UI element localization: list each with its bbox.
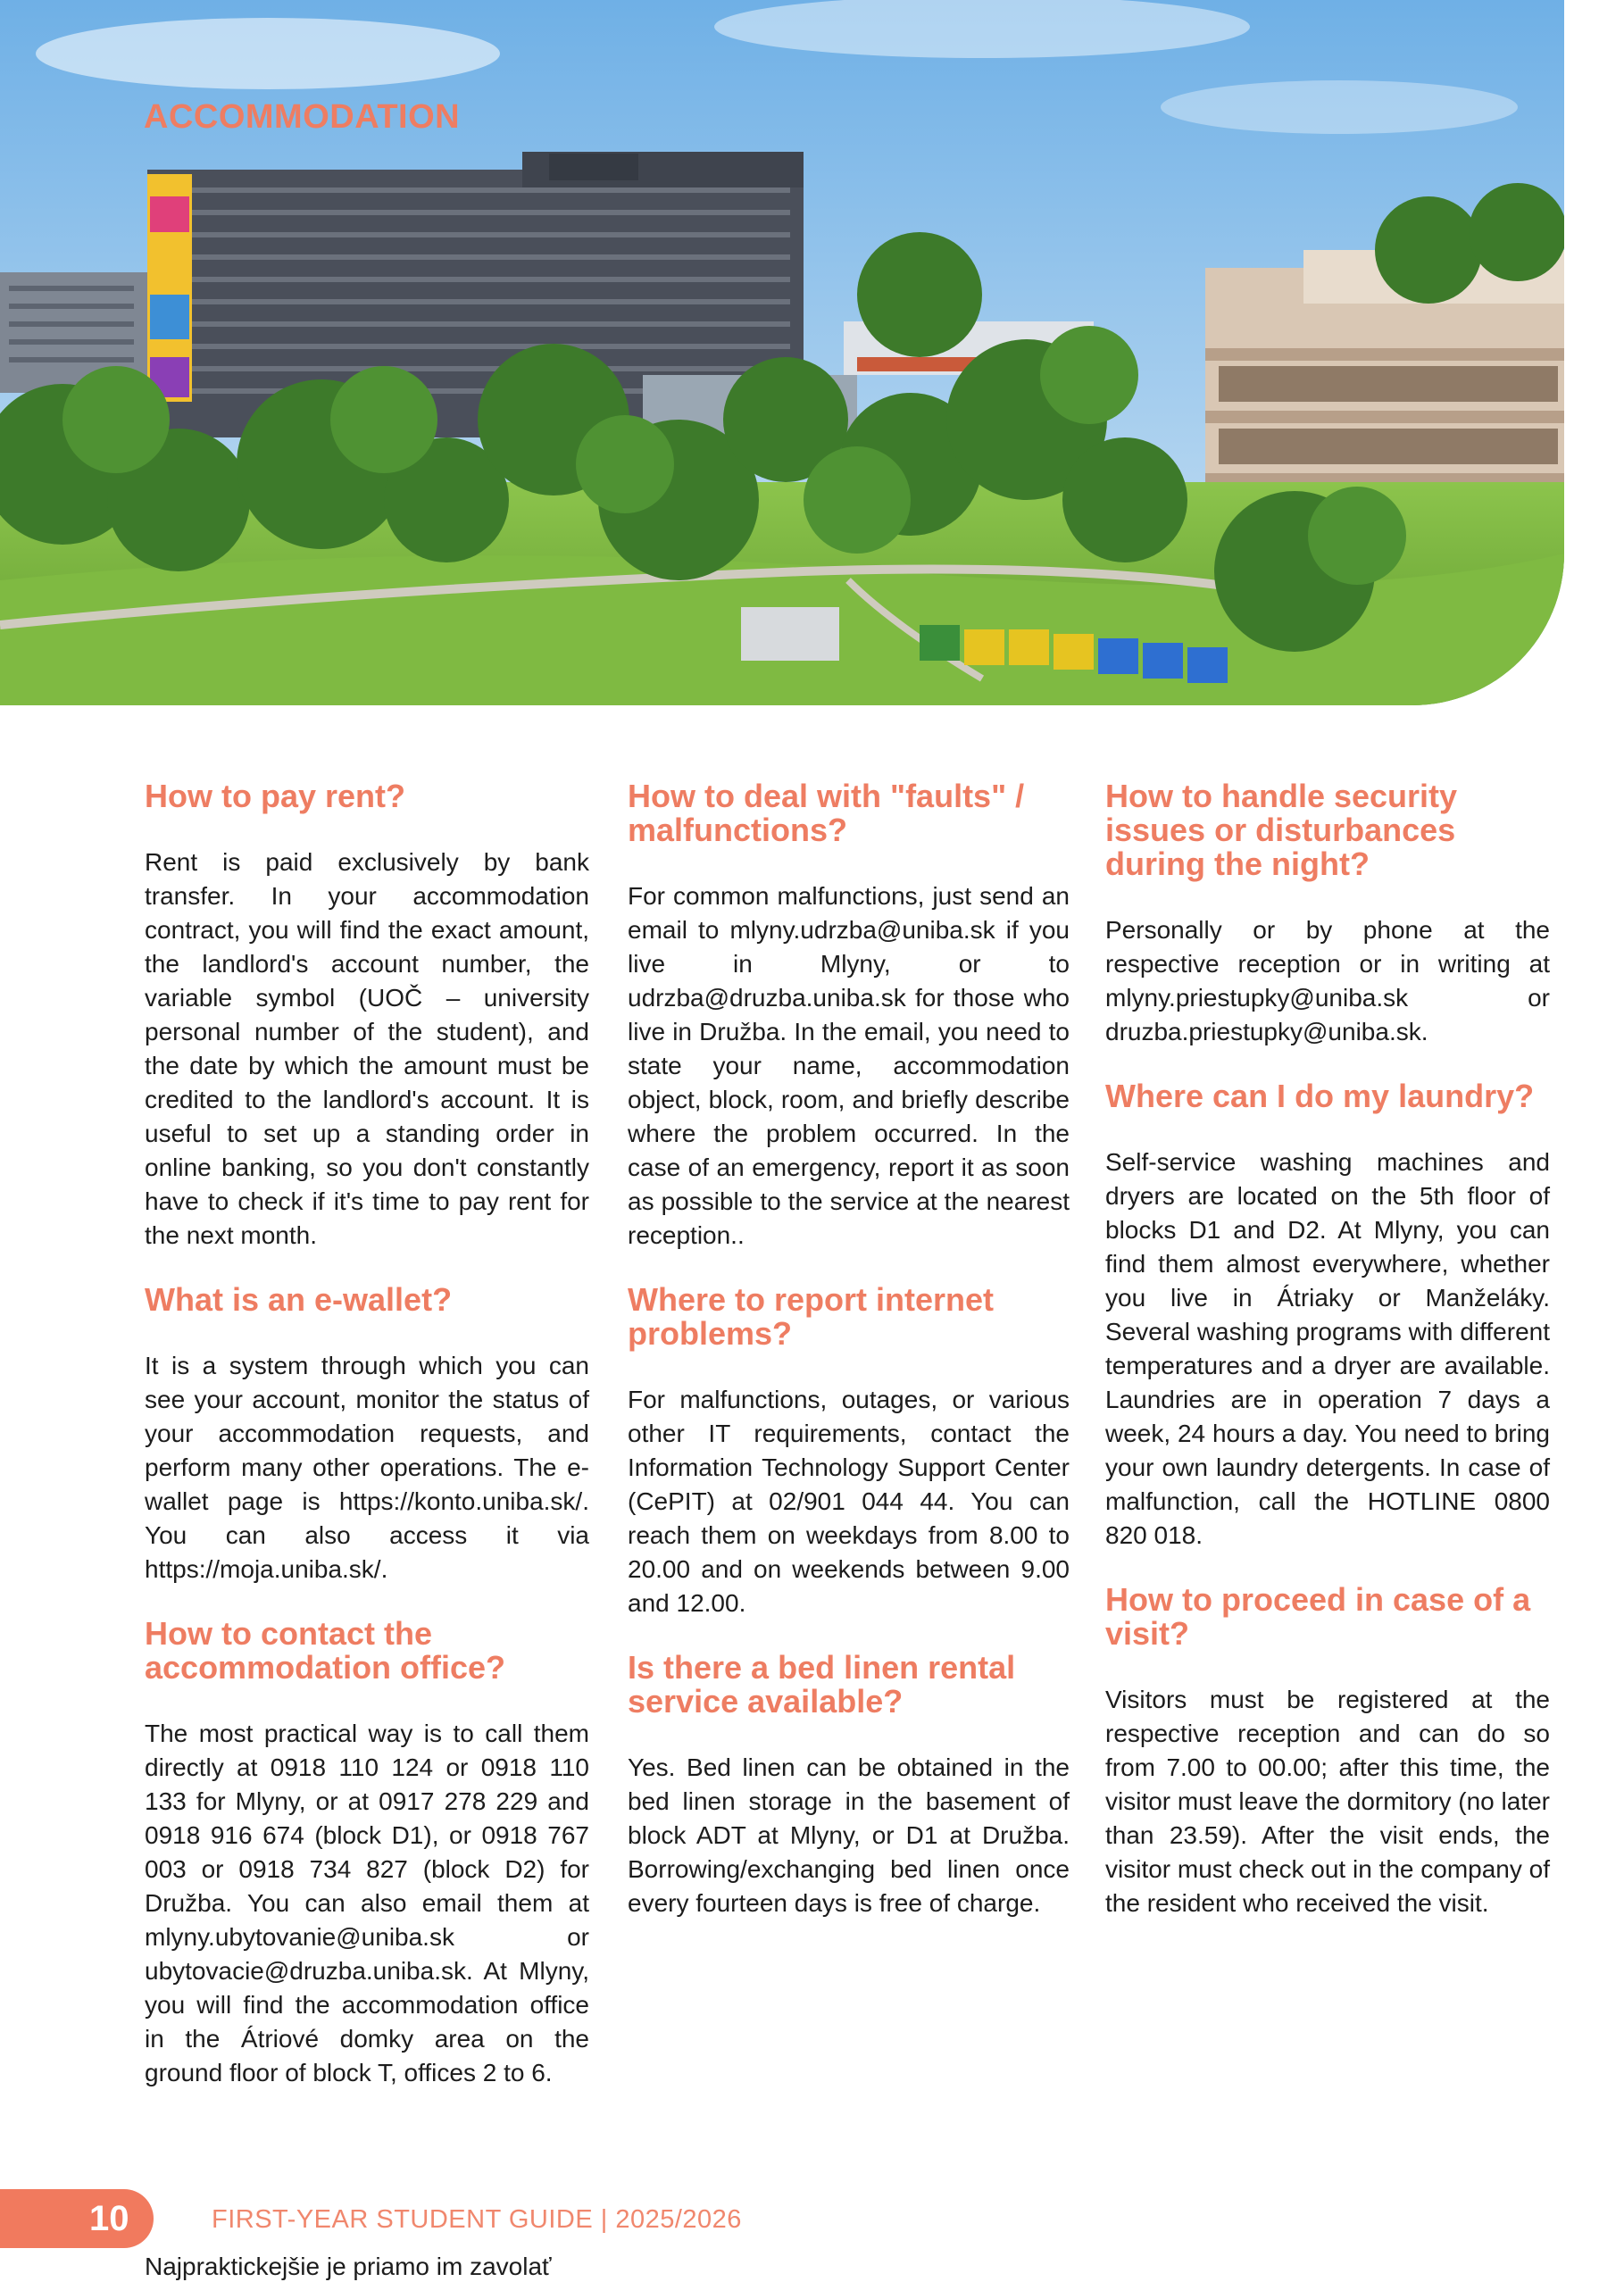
- faq-visit: [1105, 1583, 1550, 1920]
- column-3: [1105, 779, 1550, 1951]
- faq-body: For common malfunctions, just send an email to mlyny.udrzba@uniba.sk if you live in Mlyny, or to udrzba@druzba.uniba.sk for those who live in Družba. In the email, you need to state your name, accommodation object, block, room, and briefly describe where the problem occurred. In the case of an emergency, report it as soon as possible to the service at the nearest reception..: [628, 882, 1070, 1249]
- faq-bed-linen: [628, 1651, 1070, 1920]
- page-number: 10: [89, 2199, 129, 2238]
- guide-title: FIRST-YEAR STUDENT GUIDE | 2025/2026: [212, 2205, 742, 2234]
- section-label: ACCOMMODATION: [144, 98, 461, 136]
- column-2: [628, 779, 1070, 1951]
- faq-heading: Where to report internet problems?: [628, 1281, 995, 1352]
- faq-heading: How to handle security issues or disturbances during the night?: [1105, 778, 1458, 882]
- faq-body: Yes. Bed linen can be obtained in the bed linen storage in the basement of block ADT at Mlyny, or D1 at Družba. Borrowing/exchanging bed linen once every fourteen days is free of charge.: [628, 1753, 1070, 1917]
- faq-body: The most practical way is to call them directly at 0918 110 124 or 0918 110 133 for Mlyny, or at 0917 278 229 and 0918 916 674 (block D1), or 0918 767 003 or 0918 734 827 (block D2) for Družba. You can also email them at mlyny.ubytovanie@uniba.sk or ubytovacie@druzba.uniba.sk. At Mlyny, you will find the accommodation office in the Átriové domky area on the ground floor of block T, offices 2 to 6.: [145, 1720, 589, 2086]
- faq-heading: How to proceed in case of a visit?: [1105, 1581, 1531, 1652]
- column-1: [145, 779, 589, 2120]
- faq-heading: Where can I do my laundry?: [1105, 1078, 1535, 1114]
- faq-heading: How to pay rent?: [145, 778, 406, 814]
- faq-body: Visitors must be registered at the respective reception and can do so from 7.00 to 00.00; after this time, the visitor must leave the dormitory (no later than 23.59). After the visit ends, the visitor must check out in the company of the resident who received the visit.: [1105, 1686, 1550, 1917]
- faq-laundry: [1105, 1079, 1550, 1553]
- faq-e-wallet: [145, 1283, 589, 1587]
- faq-pay-rent: [145, 779, 589, 1253]
- faq-body: Self-service washing machines and dryers are located on the 5th floor of blocks D1 and D2. At Mlyny, you can find them almost everywhere, whether you live in Átriaky or Manželáky. Several washing programs with different temperatures and a dryer are available. Laundries are in operation 7 days a week, 24 hours a day. You need to bring your own laundry detergents. In case of malfunction, call the HOTLINE 0800 820 018.: [1105, 1148, 1550, 1549]
- page-number-tab: [0, 2189, 154, 2248]
- faq-body: Personally or by phone at the respective reception or in writing at mlyny.priestupky@uniba.sk or druzba.priestupky@uniba.sk.: [1105, 916, 1550, 1045]
- faq-heading: Is there a bed linen rental service available?: [628, 1649, 1016, 1720]
- faq-internet-problems: [628, 1283, 1070, 1620]
- faq-heading: How to contact the accommodation office?: [145, 1615, 506, 1686]
- faq-body: Rent is paid exclusively by bank transfer. In your accommodation contract, you will find the exact amount, the landlord's account number, the variable symbol (UOČ – university personal number of the student), and the date by which the amount must be credited to the landlord's account. It is useful to set up a standing order in online banking, so you don't constantly have to check if it's time to pay rent for the next month.: [145, 848, 589, 1249]
- hero-photo: [0, 0, 1564, 705]
- faq-contact-office: [145, 1617, 589, 2090]
- faq-heading: What is an e-wallet?: [145, 1281, 453, 1318]
- faq-body: For malfunctions, outages, or various other IT requirements, contact the Information Technology Support Center (CePIT) at 02/901 044 44. You can reach them on weekdays from 8.00 to 20.00 and on weekends between 9.00 and 12.00.: [628, 1386, 1070, 1617]
- bottom-note: Najpraktickejšie je priamo im zavolať: [145, 2253, 552, 2280]
- faq-heading: How to deal with "faults" / malfunctions?: [628, 778, 1025, 848]
- faq-malfunctions: [628, 779, 1070, 1253]
- faq-body: It is a system through which you can see your account, monitor the status of your accommodation requests, and perform many other operations. The e-wallet page is https://konto.uniba.sk/. You can also access it via https://moja.uniba.sk/.: [145, 1352, 589, 1583]
- faq-security: [1105, 779, 1550, 1049]
